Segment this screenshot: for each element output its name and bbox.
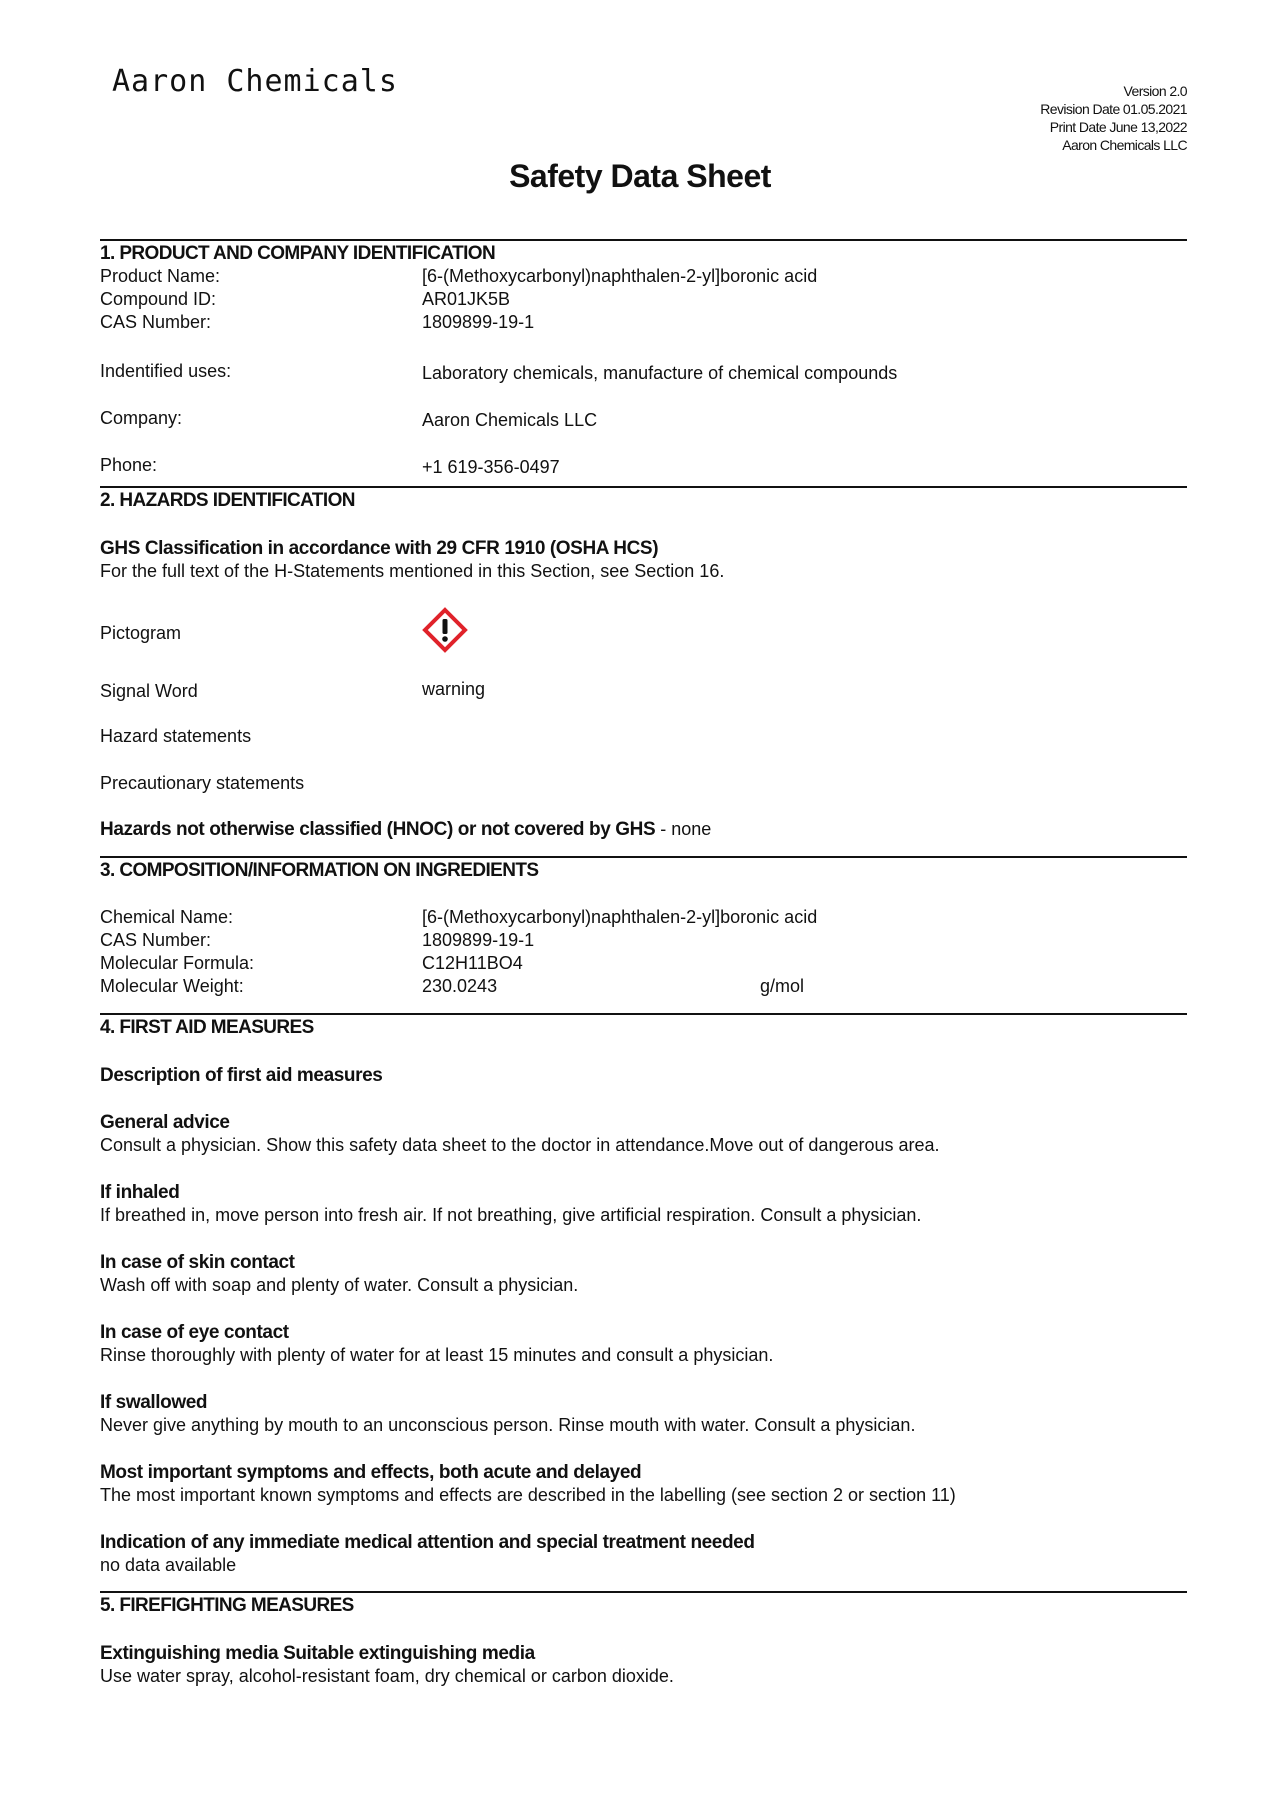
swallowed-title: If swallowed (100, 1392, 208, 1413)
uses-value: Laboratory chemicals, manufacture of chemical compounds (422, 363, 898, 383)
cas-row (100, 311, 1187, 334)
general-advice-text: Consult a physician. Show this safety data sheet to the doctor in attendance.Move out of dangerous area. (100, 1135, 940, 1155)
product-name-row (100, 265, 1187, 288)
hnoc-label: Hazards not otherwise classified (HNOC) or not covered by GHS (100, 819, 656, 840)
document-meta (1040, 82, 1187, 154)
inhaled-text: If breathed in, move person into fresh air. If not breathing, give artificial respiration. Consult a physician. (100, 1205, 922, 1225)
uses-row (100, 360, 1187, 383)
ghs-classification-title: GHS Classification in accordance with 29 CFR 1910 (OSHA HCS) (100, 538, 659, 559)
section-3-heading: 3. COMPOSITION/INFORMATION ON INGREDIENTS (100, 860, 539, 881)
eye-contact-title: In case of eye contact (100, 1322, 289, 1343)
product-name-label: Product Name: (100, 266, 221, 286)
section-2-heading: 2. HAZARDS IDENTIFICATION (100, 490, 355, 511)
composition-cas-row (100, 929, 1187, 952)
chemical-name-row (100, 906, 1187, 929)
composition-cas-label: CAS Number: (100, 930, 212, 950)
signal-word-value: warning (422, 679, 486, 699)
pictogram-label: Pictogram (100, 622, 182, 643)
molecular-weight-unit: g/mol (760, 976, 805, 996)
first-aid-description-title: Description of first aid measures (100, 1065, 383, 1086)
uses-label: Indentified uses: (100, 361, 232, 381)
section-4-heading: 4. FIRST AID MEASURES (100, 1017, 314, 1038)
molecular-weight-value: 230.0243 (422, 976, 498, 996)
print-date: Print Date June 13,2022 (1049, 119, 1187, 135)
sds-content (100, 239, 1187, 1688)
molecular-formula-value: C12H11BO4 (422, 953, 523, 973)
skin-contact-title: In case of skin contact (100, 1252, 295, 1273)
extinguishing-media-text: Use water spray, alcohol-resistant foam, dry chemical or carbon dioxide. (100, 1666, 674, 1686)
phone-value: +1 619-356-0497 (422, 457, 560, 477)
eye-contact-text: Rinse thoroughly with plenty of water for at least 15 minutes and consult a physician. (100, 1345, 774, 1365)
revision-date: Revision Date 01.05.2021 (1040, 101, 1187, 117)
company-label: Company: (100, 408, 183, 428)
medical-attention-text: no data available (100, 1555, 237, 1575)
chemical-name-label: Chemical Name: (100, 907, 234, 927)
precautionary-statements-label: Precautionary statements (100, 773, 305, 793)
signal-word-row (100, 678, 1187, 701)
section-divider (100, 856, 1187, 858)
section-divider (100, 239, 1187, 241)
hnoc-row (100, 818, 1187, 841)
symptoms-text: The most important known symptoms and effects are described in the labelling (see section 2 or section 11) (100, 1485, 956, 1505)
swallowed-text: Never give anything by mouth to an unconscious person. Rinse mouth with water. Consult a physician. (100, 1415, 916, 1435)
extinguishing-media-title: Extinguishing media Suitable extinguishing media (100, 1643, 535, 1664)
company-row (100, 407, 1187, 430)
exclamation-mark-icon (422, 607, 468, 659)
company-value: Aaron Chemicals LLC (422, 410, 598, 430)
molecular-weight-label: Molecular Weight: (100, 976, 244, 996)
cas-label: CAS Number: (100, 312, 212, 332)
signal-word-label: Signal Word (100, 681, 198, 701)
molecular-formula-row (100, 952, 1187, 975)
general-advice-title: General advice (100, 1112, 230, 1133)
pictogram-row (100, 608, 1187, 658)
version: Version 2.0 (1123, 83, 1187, 99)
section-divider (100, 1591, 1187, 1593)
page-title: Safety Data Sheet (509, 158, 771, 194)
hnoc-value: - none (655, 819, 712, 839)
compound-id-value: AR01JK5B (422, 289, 511, 309)
composition-cas-value: 1809899-19-1 (422, 930, 535, 950)
molecular-formula-label: Molecular Formula: (100, 953, 255, 973)
company-logo: Aaron Chemicals (112, 64, 398, 99)
product-name-value: [6-(Methoxycarbonyl)naphthalen-2-yl]boronic acid (422, 266, 818, 286)
cas-value: 1809899-19-1 (422, 312, 535, 332)
meta-company: Aaron Chemicals LLC (1062, 137, 1187, 153)
medical-attention-title: Indication of any immediate medical attention and special treatment needed (100, 1532, 755, 1553)
molecular-weight-row (100, 975, 1187, 998)
hazard-statements-label: Hazard statements (100, 726, 252, 746)
section-5-heading: 5. FIREFIGHTING MEASURES (100, 1595, 354, 1616)
section-1-heading: 1. PRODUCT AND COMPANY IDENTIFICATION (100, 243, 496, 264)
chemical-name-value: [6-(Methoxycarbonyl)naphthalen-2-yl]boronic acid (422, 907, 818, 927)
compound-id-row (100, 288, 1187, 311)
symptoms-title: Most important symptoms and effects, both acute and delayed (100, 1462, 642, 1483)
phone-label: Phone: (100, 455, 158, 475)
section-divider (100, 486, 1187, 488)
phone-row (100, 454, 1187, 477)
section-divider (100, 1013, 1187, 1015)
compound-id-label: Compound ID: (100, 289, 217, 309)
skin-contact-text: Wash off with soap and plenty of water. Consult a physician. (100, 1275, 579, 1295)
ghs-classification-note: For the full text of the H-Statements mentioned in this Section, see Section 16. (100, 561, 725, 581)
inhaled-title: If inhaled (100, 1182, 180, 1203)
